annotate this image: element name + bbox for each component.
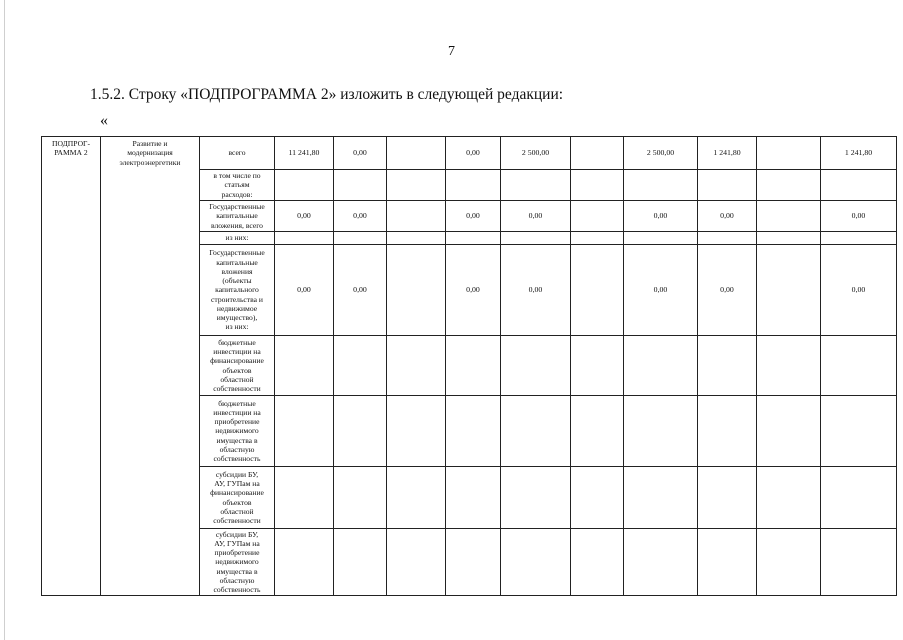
- amount-cell: [275, 232, 334, 245]
- amount-cell: [698, 396, 757, 467]
- amount-cell: [698, 529, 757, 596]
- amount-cell: [387, 245, 446, 336]
- amount-cell: [387, 467, 446, 529]
- amount-cell: [275, 529, 334, 596]
- amount-cell: 0,00: [446, 137, 501, 170]
- amount-cell: [501, 232, 571, 245]
- amount-cell: 0,00: [446, 245, 501, 336]
- amendment-heading: 1.5.2. Строку «ПОДПРОГРАММА 2» изложить в следующей редакции:: [90, 86, 564, 103]
- amount-cell: 0,00: [275, 201, 334, 232]
- amount-cell: [334, 232, 387, 245]
- amount-cell: [387, 232, 446, 245]
- amount-cell: [698, 232, 757, 245]
- amount-cell: 1 241,80: [821, 137, 897, 170]
- expense-category-label: бюджетные инвестиции на финансирование объектов областной собственности: [200, 336, 275, 396]
- amount-cell: [624, 170, 698, 201]
- amount-cell: [275, 336, 334, 396]
- page-number: 7: [448, 44, 455, 59]
- amount-cell: [624, 232, 698, 245]
- amount-cell: [446, 529, 501, 596]
- expense-category-label: в том числе по статьям расходов:: [200, 170, 275, 201]
- amount-cell: [571, 396, 624, 467]
- program-name-cell: Развитие и модернизация электроэнергетики: [101, 137, 200, 596]
- amount-cell: [821, 336, 897, 396]
- amount-cell: [571, 245, 624, 336]
- amount-cell: [698, 170, 757, 201]
- amount-cell: 0,00: [275, 245, 334, 336]
- amount-cell: [821, 170, 897, 201]
- amount-cell: 0,00: [446, 201, 501, 232]
- amount-cell: [571, 529, 624, 596]
- amount-cell: 0,00: [501, 245, 571, 336]
- amount-cell: 0,00: [624, 245, 698, 336]
- amount-cell: [334, 529, 387, 596]
- amount-cell: [757, 170, 821, 201]
- table-row: [42, 137, 897, 170]
- amount-cell: [501, 170, 571, 201]
- amount-cell: [387, 336, 446, 396]
- amount-cell: [387, 137, 446, 170]
- amount-cell: [571, 336, 624, 396]
- expense-category-label: бюджетные инвестиции на приобретение недвижимого имущества в областную собственность: [200, 396, 275, 467]
- amount-cell: 0,00: [334, 201, 387, 232]
- amount-cell: 1 241,80: [698, 137, 757, 170]
- amount-cell: [821, 232, 897, 245]
- expense-category-label: Государственные капитальные вложения (объекты капитального строительства и недвижимое имущество), из них:: [200, 245, 275, 336]
- amount-cell: [275, 396, 334, 467]
- amount-cell: [334, 467, 387, 529]
- expense-category-label: субсидии БУ, АУ, ГУПам на приобретение недвижимого имущества в областную собственность: [200, 529, 275, 596]
- amount-cell: 2 500,00: [501, 137, 571, 170]
- amount-cell: [571, 170, 624, 201]
- amount-cell: [698, 467, 757, 529]
- amount-cell: [387, 529, 446, 596]
- amount-cell: [501, 467, 571, 529]
- amount-cell: 11 241,80: [275, 137, 334, 170]
- amount-cell: [275, 170, 334, 201]
- amount-cell: [275, 467, 334, 529]
- amount-cell: [446, 336, 501, 396]
- amount-cell: [571, 201, 624, 232]
- amount-cell: [757, 336, 821, 396]
- expense-category-label: субсидии БУ, АУ, ГУПам на финансирование объектов областной собственности: [200, 467, 275, 529]
- opening-quote-mark: «: [100, 112, 108, 129]
- expense-category-label: Государственные капитальные вложения, всего: [200, 201, 275, 232]
- amount-cell: [624, 467, 698, 529]
- amount-cell: 0,00: [334, 137, 387, 170]
- subprogram-budget-table: [41, 136, 897, 596]
- amount-cell: [757, 232, 821, 245]
- amount-cell: [446, 467, 501, 529]
- amount-cell: [446, 170, 501, 201]
- amount-cell: [446, 396, 501, 467]
- amount-cell: [501, 396, 571, 467]
- amount-cell: 0,00: [698, 201, 757, 232]
- amount-cell: [624, 396, 698, 467]
- amount-cell: 2 500,00: [624, 137, 698, 170]
- amount-cell: [446, 232, 501, 245]
- amount-cell: [698, 336, 757, 396]
- amount-cell: [624, 336, 698, 396]
- amount-cell: [387, 396, 446, 467]
- amount-cell: [334, 170, 387, 201]
- left-edge-line: [4, 0, 5, 640]
- program-code-cell: ПОДПРОГ- РАММА 2: [42, 137, 101, 596]
- amount-cell: [501, 336, 571, 396]
- amount-cell: 0,00: [334, 245, 387, 336]
- amount-cell: 0,00: [821, 201, 897, 232]
- amount-cell: 0,00: [821, 245, 897, 336]
- amount-cell: 0,00: [501, 201, 571, 232]
- amount-cell: [757, 137, 821, 170]
- amount-cell: [571, 467, 624, 529]
- amount-cell: [821, 467, 897, 529]
- amount-cell: [387, 170, 446, 201]
- expense-category-label: из них:: [200, 232, 275, 245]
- amount-cell: [624, 529, 698, 596]
- amount-cell: [571, 137, 624, 170]
- amount-cell: [821, 396, 897, 467]
- amount-cell: 0,00: [698, 245, 757, 336]
- amount-cell: [757, 529, 821, 596]
- amount-cell: [571, 232, 624, 245]
- amount-cell: [757, 467, 821, 529]
- amount-cell: [387, 201, 446, 232]
- amount-cell: [501, 529, 571, 596]
- amount-cell: [334, 336, 387, 396]
- amount-cell: 0,00: [624, 201, 698, 232]
- amount-cell: [821, 529, 897, 596]
- amount-cell: [757, 201, 821, 232]
- amount-cell: [757, 245, 821, 336]
- amount-cell: [757, 396, 821, 467]
- amount-cell: [334, 396, 387, 467]
- expense-category-label: всего: [200, 137, 275, 170]
